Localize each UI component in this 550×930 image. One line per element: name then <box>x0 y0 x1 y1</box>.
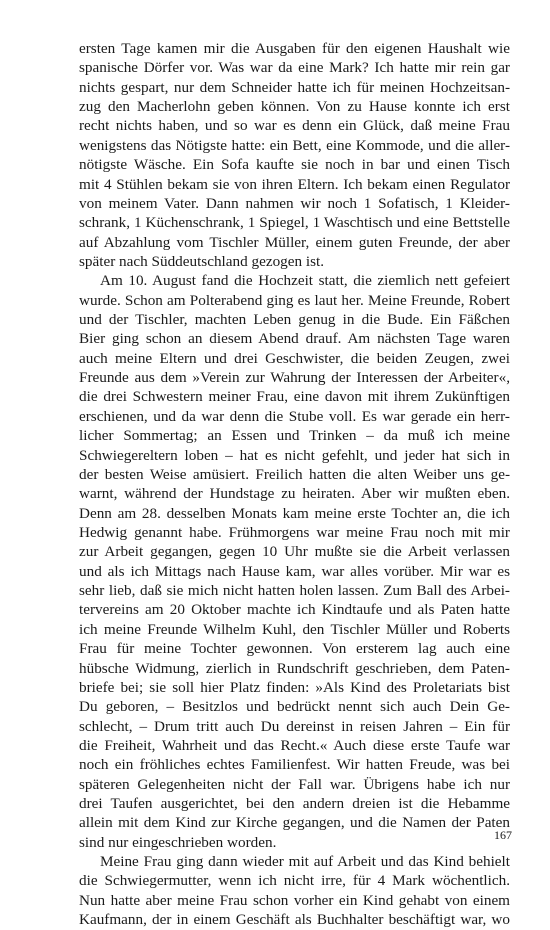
text-line: Bier ging schon an diesem Abend drauf. Am nächsten Tage waren <box>79 330 510 348</box>
text-line: Du geboren, – Besitzlos und bedrückt nennt sich auch Dein Ge- <box>79 698 510 716</box>
text-line: drei Taufen ausgerichtet, bei den andern dreien ist die Hebamme <box>79 795 510 813</box>
paragraph-last-line: sind nur eingeschrieben worden. <box>79 833 277 851</box>
text-line: hübsche Widmung, zierlich in Rundschrift geschrieben, dem Paten- <box>79 659 510 677</box>
text-line: von meinem Vater. Dann nahmen wir noch 1 Sofatisch, 1 Kleider- <box>79 194 510 212</box>
text-line: zur Arbeit gegangen, gegen 10 Uhr mußte sie die Arbeit verlassen <box>79 543 510 561</box>
text-line: und der Tischler, machten Leben genug in die Bude. Ein Fäßchen <box>79 311 510 329</box>
text-line: zug den Macherlohn geben können. Von zu Hause konnte ich erst <box>79 98 510 116</box>
text-line: schlecht, – Drum tritt auch Du dereinst in reisen Jahren – Ein für <box>79 717 510 735</box>
text-line: allein mit dem Kind zur Kirche gegangen, und die Namen der Paten <box>79 814 510 832</box>
text-line: licher Sommertag; an Essen und Trinken – da muß ich meine <box>79 427 510 445</box>
text-line: briefe bei; sie soll hier Platz finden: »Als Kind des Proletariats bist <box>79 678 510 696</box>
text-line: ersten Tage kamen mir die Ausgaben für den eigenen Haushalt wie <box>79 40 510 57</box>
text-line: mit 4 Stühlen bekam sie von ihren Eltern. Ich bekam einen Regulator <box>79 175 510 193</box>
text-line: auch meine Eltern und drei Geschwister, die beiden Zeugen, zwei <box>79 349 510 367</box>
text-line: die Schwiegermutter, wenn ich nicht irre, für 4 Mark wöchentlich. <box>79 872 510 890</box>
text-line: noch ein fröhliches echtes Familienfest. Wir hatten Freude, was bei <box>79 756 510 774</box>
text-line: nötigste Wäsche. Ein Sofa kaufte sie noch in bar und einen Tisch <box>79 156 510 174</box>
text-line: späteren Gelegenheiten nicht der Fall war. Übrigens habe ich nur <box>79 775 510 793</box>
text-line: Hedwig genannt habe. Frühmorgens war meine Frau noch mit mir <box>79 523 510 541</box>
body-text <box>79 39 510 930</box>
paragraph-first-line: Meine Frau ging dann wieder mit auf Arbeit und das Kind behielt <box>100 853 510 871</box>
text-line: spanische Dörfer vor. Was war da eine Mark? Ich hatte mir rein gar <box>79 59 510 77</box>
text-line: wenigstens das Nötigste hatte: ein Bett, eine Kommode, und die aller- <box>79 136 510 154</box>
text-line: auf Abzahlung vom Tischler Müller, einem guten Freunde, der aber <box>79 233 510 251</box>
text-line: ich meine Freunde Wilhelm Kuhl, den Tischler Müller und Roberts <box>79 620 510 638</box>
text-line: Freunde aus dem »Verein zur Wahrung der Interessen der Arbeiter«, <box>79 369 510 387</box>
text-line: Kaufmann, der in einem Geschäft als Buchhalter beschäftigt war, wo <box>79 911 510 929</box>
page-number: 167 <box>494 828 512 842</box>
text-line: Frau für meine Tochter gewonnen. Von ersterem lag auch eine <box>79 640 510 658</box>
text-line: die Freiheit, Wahrheit und das Recht.« Auch diese erste Taufe war <box>79 736 510 754</box>
text-line: Denn am 28. desselben Monats kam meine erste Tochter an, die ich <box>79 504 510 522</box>
text-line: wurde. Schon am Polterabend ging es laut her. Meine Freunde, Robert <box>79 291 510 309</box>
text-line: Schwiegereltern loben – hat es nicht gefehlt, und jeder hat sich in <box>79 446 510 464</box>
text-line: tervereins am 20 Oktober machte ich Kindtaufe und als Paten hatte <box>79 601 510 619</box>
text-line: schrank, 1 Küchenschrank, 1 Spiegel, 1 Waschtisch und eine Bettstelle <box>79 214 510 232</box>
paragraph-last-line: später nach Süddeutschland gezogen ist. <box>79 252 325 270</box>
text-line: nichts gespart, nur dem Schneider hatte ich für meinen Hochzeitsan- <box>79 78 510 96</box>
text-line: Nun hatte aber meine Frau schon vorher ein Kind gehabt von einem <box>79 891 510 909</box>
text-line: sehr lieb, daß sie mich nicht hatten holen lassen. Zum Ball des Arbei- <box>79 582 510 600</box>
text-line: und als ich Mittags nach Hause kam, war alles vorüber. Mir war es <box>79 562 510 580</box>
text-line: erschienen, und da war denn die Stube voll. Es war gerade ein herr- <box>79 407 510 425</box>
text-line: warnt, während der Hundstage zu heiraten. Aber wir mußten eben. <box>79 485 510 503</box>
paragraph-first-line: Am 10. August fand die Hochzeit statt, die ziemlich nett gefeiert <box>100 272 510 290</box>
text-line: die drei Schwestern meiner Frau, eine davon mit ihrem Zukünftigen <box>79 388 510 406</box>
text-line: der besten Weise amüsiert. Freilich hatten die alten Weiber uns ge- <box>79 465 510 483</box>
text-line: recht nichts haben, und so war es denn ein Glück, daß meine Frau <box>79 117 510 135</box>
